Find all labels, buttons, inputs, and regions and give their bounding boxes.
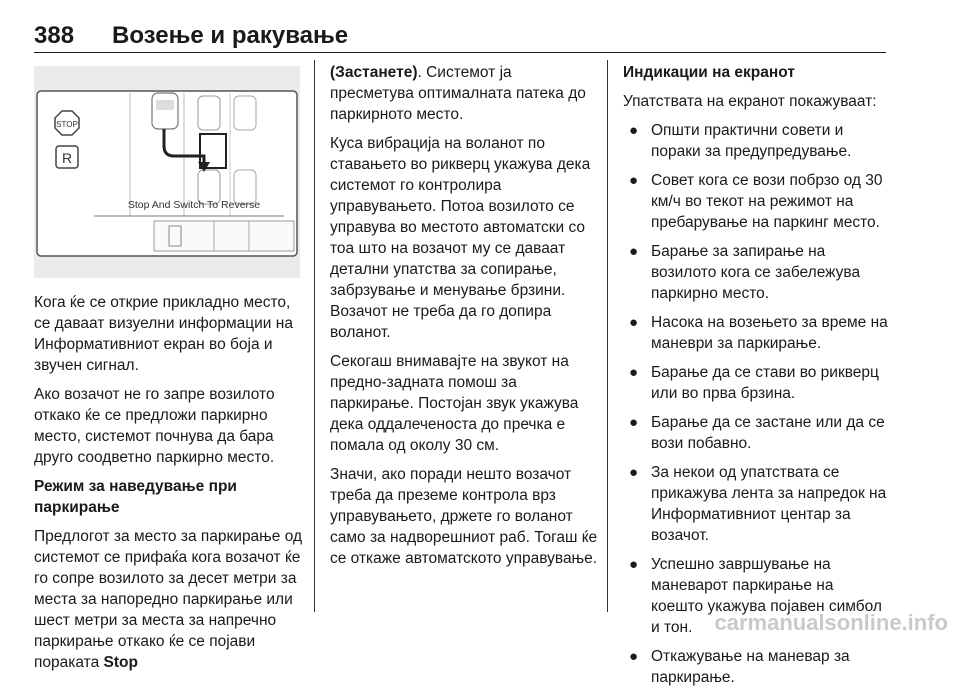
bullet-icon: ● — [629, 314, 639, 331]
bullet-icon: ● — [629, 364, 639, 381]
paragraph: Предлогот за место за паркирање од системот се прифаќа кога возачот ќе го сопре возилото за десет метри за места за напоредно паркирање или шест метри за места за напречно паркирање откако ќе се појави пораката Stop — [34, 528, 303, 671]
bullet-icon: ● — [629, 243, 639, 260]
section-heading: Индикации на екранот — [623, 64, 795, 81]
reverse-gear-icon — [56, 146, 78, 168]
own-car-icon — [152, 93, 178, 129]
bullet-icon: ● — [629, 464, 639, 481]
column-left — [34, 292, 304, 681]
list-item: ● Откажување на маневар за паркирање. — [629, 648, 850, 686]
display-screen — [34, 66, 300, 278]
page-number: 388 — [34, 22, 75, 49]
page-header — [34, 18, 886, 53]
svg-text:STOP: STOP — [56, 120, 78, 129]
section-heading: Режим за наведување при паркирање — [34, 478, 237, 516]
list-item: ● Барање да се застане или да се вози побавно. — [629, 414, 885, 452]
svg-text:R: R — [61, 150, 73, 166]
bullet-icon: ● — [629, 556, 639, 573]
watermark[interactable]: carmanualsonline.info — [714, 610, 948, 635]
bullet-icon: ● — [629, 414, 639, 431]
bullet-list — [623, 120, 889, 688]
list-item: ● Општи практични совети и пораки за предупредување. — [629, 122, 852, 160]
list-item: ● Барање да се стави во рикверц или во прва брзина. — [629, 364, 879, 402]
column-right — [623, 62, 889, 696]
list-item: ● Насока на возењето за време на маневри за паркирање. — [629, 314, 888, 352]
list-item: ● Успешно завршување на маневарот паркирање на коешто укажува појавен симбол и тон. — [629, 556, 882, 636]
bullet-icon: ● — [629, 122, 639, 139]
paragraph: Куса вибрација на воланот по ставањето во рикверц укажува дека системот го контролира управувањето. Потоа возилото се управува во местото автоматски со тоа што на возачот му се даваат детални упатства за сопирање, забрзување и менување брзини. Возачот не треба да го допира воланот. — [330, 135, 591, 341]
paragraph: Ако возачот не го запре возилото откако ќе се предложи паркирно место, системот почнува да бара друго соодветно паркирно место. — [34, 386, 275, 466]
paragraph: (Застанете). Системот ја пресметува оптималната патека до паркирното место. — [330, 64, 586, 123]
paragraph: Секогаш внимавајте на звукот на предно-задната помош за паркирање. Постојан звук укажува дека оддалеченоста до пречка е помала од околу 30 см. — [330, 353, 579, 454]
paragraph: Упатствата на екранот покажуваат: — [623, 93, 877, 110]
display-message: Stop And Switch To Reverse — [127, 199, 261, 211]
column-middle — [330, 62, 598, 577]
column-divider — [314, 60, 315, 612]
list-item: ● Совет кога се вози побрзо од 30 км/ч во текот на режимот на пребарување на паркинг место. — [629, 172, 883, 231]
chapter-title: Возење и ракување — [112, 22, 349, 49]
stop-sign-icon — [55, 111, 79, 135]
list-item: ● За некои од упатствата се прикажува лента за напредок на Информативниот центар за возачот. — [629, 464, 887, 544]
bullet-icon: ● — [629, 172, 639, 189]
list-item: ● Барање за запирање на возилото кога се забележува паркирно место. — [629, 243, 861, 302]
parking-display-illustration — [34, 66, 300, 278]
column-divider — [607, 60, 608, 612]
bullet-icon: ● — [629, 648, 639, 665]
paragraph: Значи, ако поради нешто возачот треба да преземе контрола врз управувањето, држете го воланот само за надворешниот раб. Тогаш ќе се откаже автоматското управување. — [330, 466, 598, 567]
paragraph: Кога ќе се открие прикладно место, се даваат визуелни информации на Информативниот екран во боја и звучен сигнал. — [34, 294, 293, 374]
